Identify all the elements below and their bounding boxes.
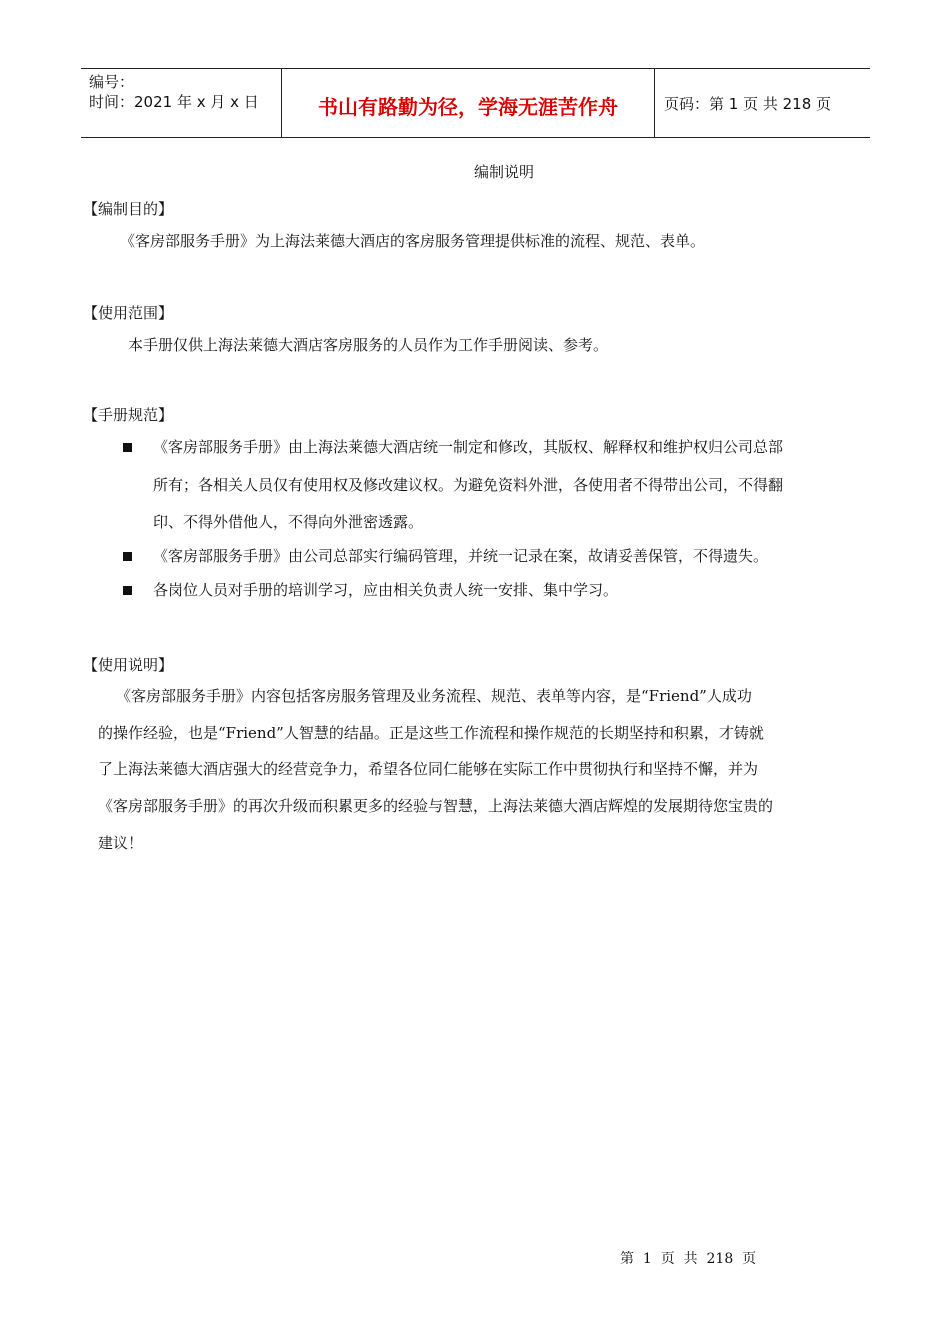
document-title: 编制说明 xyxy=(473,163,534,181)
number-label: 编号： xyxy=(89,73,135,91)
motto: 书山有路勤为径，学海无涯苦作舟 xyxy=(318,95,618,119)
section-heading-scope: 【使用范围】 xyxy=(83,304,174,322)
time-label: 时间：2021 年 x 月 x 日 xyxy=(89,93,259,111)
footer-page-number: 第 1 页 共 218 页 xyxy=(620,1251,757,1267)
usage-line-5: 建议！ xyxy=(98,834,144,852)
usage-line-1: 《客房部服务手册》内容包括客房服务管理及业务流程、规范、表单等内容，是“Friend”人成功 xyxy=(116,687,752,705)
purpose-line: 《客房部服务手册》为上海法莱德大酒店的客房服务管理提供标准的流程、规范、表单。 xyxy=(120,232,706,250)
rule-2-line-1: 《客房部服务手册》由公司总部实行编码管理，并统一记录在案，故请妥善保管，不得遗失。 xyxy=(153,547,769,565)
usage-line-2: 的操作经验，也是“Friend”人智慧的结晶。正是这些工作流程和操作规范的长期坚持和积累，才铸就 xyxy=(98,724,764,742)
usage-line-4: 《客房部服务手册》的再次升级而积累更多的经验与智慧，上海法莱德大酒店辉煌的发展期待您宝贵的 xyxy=(98,797,774,815)
bullet-square xyxy=(123,552,132,561)
bullet-square xyxy=(123,586,132,595)
section-heading-usage: 【使用说明】 xyxy=(83,656,174,674)
rule-1-line-2: 所有；各相关人员仅有使用权及修改建议权。为避免资料外泄，各使用者不得带出公司，不得翻 xyxy=(153,476,784,494)
header-meta-cell xyxy=(81,69,281,137)
header-page-cell xyxy=(654,69,870,137)
rule-1-line-1: 《客房部服务手册》由上海法莱德大酒店统一制定和修改，其版权、解释权和维护权归公司总部 xyxy=(153,438,784,456)
scope-line: 本手册仅供上海法莱德大酒店客房服务的人员作为工作手册阅读、参考。 xyxy=(128,336,609,354)
header-motto-cell xyxy=(281,69,655,137)
header-page-info: 页码：第 1 页 共 218 页 xyxy=(664,95,832,113)
section-heading-rules: 【手册规范】 xyxy=(83,406,174,424)
rule-3-line-1: 各岗位人员对手册的培训学习，应由相关负责人统一安排、集中学习。 xyxy=(153,581,619,599)
bullet-square xyxy=(123,443,132,452)
rule-1-line-3: 印、不得外借他人，不得向外泄密透露。 xyxy=(153,513,424,531)
document-header xyxy=(81,68,870,138)
usage-line-3: 了上海法莱德大酒店强大的经营竞争力，希望各位同仁能够在实际工作中贯彻执行和坚持不懈，并为 xyxy=(98,760,759,778)
section-heading-purpose: 【编制目的】 xyxy=(83,200,174,218)
